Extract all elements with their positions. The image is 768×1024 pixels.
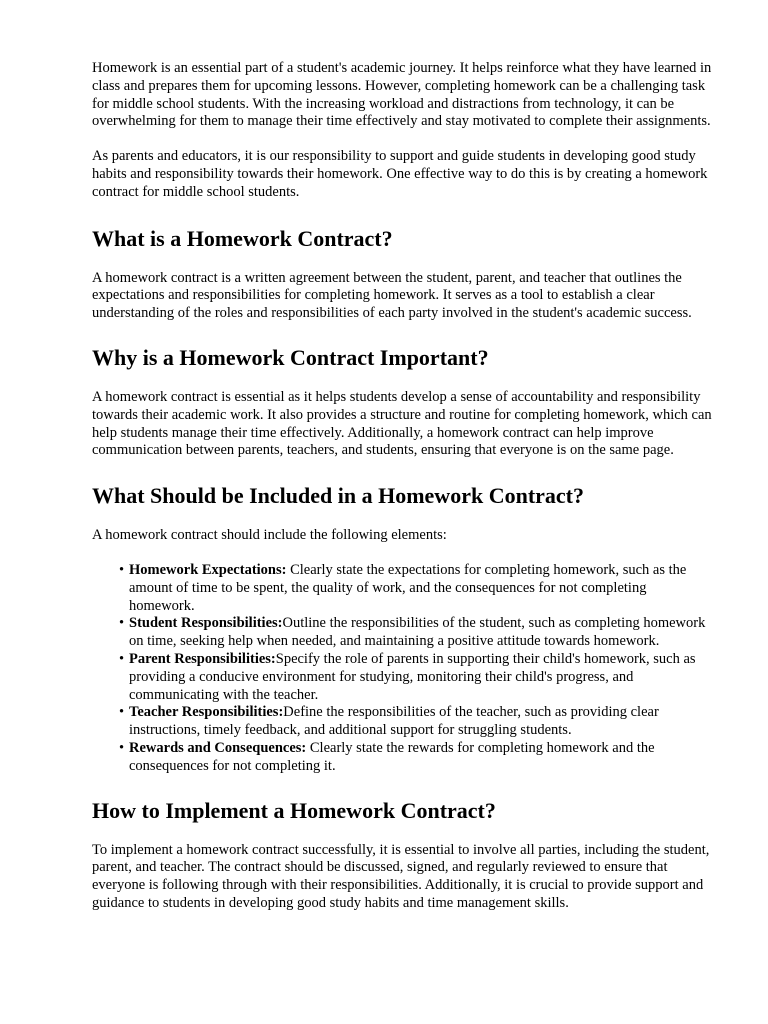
bullet-icon: • [119, 739, 125, 756]
heading-why-important: Why is a Homework Contract Important? [92, 344, 489, 370]
list-item-term: Rewards and Consequences: [129, 739, 307, 756]
list-item-term: Teacher Responsibilities: [129, 704, 284, 721]
definition-paragraph: A homework contract is a written agreement between the student, parent, and teacher that outlines the expectations and responsibilities for completing homework. It serves as a tool to establish a clear understanding of the roles and responsibilities of each party involved in the student's academic success. [92, 269, 692, 322]
list-item-text: Outline the responsibilities of the student, such as completing homework on time, seeking help when needed, and maintaining a positive attitude towards homework. [129, 615, 706, 650]
list-item-text: Clearly state the expectations for completing homework, such as the amount of time to be spent, the quality of work, and the consequences for not completing homework. [129, 561, 687, 614]
elements-list [92, 562, 712, 776]
list-item-term: Student Responsibilities: [129, 615, 283, 632]
list-item-text: Define the responsibilities of the teacher, such as providing clear instructions, timely feedback, and additional support for struggling students. [129, 704, 659, 739]
heading-how-implement: How to Implement a Homework Contract? [92, 797, 496, 823]
list-item-text: Clearly state the rewards for completing homework and the consequences for not completing it. [129, 739, 655, 774]
implement-paragraph: To implement a homework contract successfully, it is essential to involve all parties, including the student, parent, and teacher. The contract should be discussed, signed, and regularly reviewed to ensure that everyone is following through with their responsibilities. Additionally, it is crucial to provide support and guidance to students in developing good study habits and time management skills. [92, 841, 710, 911]
include-intro-paragraph: A homework contract should include the following elements: [92, 527, 447, 544]
list-item [119, 739, 712, 776]
list-item [119, 615, 712, 651]
intro-paragraph: Homework is an essential part of a student's academic journey. It helps reinforce what they have learned in class and prepares them for upcoming lessons. However, completing homework can be a challenging task for middle school students. With the increasing workload and distractions from technology, it can be overwhelming for them to manage their time effectively and stay motivated to complete their assignments. [92, 60, 712, 130]
list-item-text: Specify the role of parents in supporting their child's homework, such as providing a conducive environment for studying, monitoring their child's progress, and communicating with the teacher. [129, 650, 696, 703]
list-item [119, 650, 712, 704]
importance-paragraph: A homework contract is essential as it helps students develop a sense of accountability and responsibility towards their academic work. It also provides a structure and routine for completing homework, which can help students manage their time effectively. Additionally, a homework contract can help improve communication between parents, teachers, and students, ensuring that everyone is on the same page. [92, 388, 712, 459]
list-item-term: Homework Expectations: [129, 561, 287, 578]
heading-what-is-contract: What is a Homework Contract? [92, 225, 393, 251]
bullet-icon: • [119, 615, 125, 632]
list-item-term: Parent Responsibilities: [129, 650, 276, 667]
bullet-icon: • [119, 561, 125, 578]
list-item [119, 704, 712, 740]
bullet-icon: • [119, 650, 125, 667]
list-item [119, 561, 712, 615]
bullet-icon: • [119, 704, 125, 721]
heading-what-included: What Should be Included in a Homework Contract? [92, 483, 585, 509]
responsibility-paragraph: As parents and educators, it is our responsibility to support and guide students in developing good study habits and responsibility towards their homework. One effective way to do this is by creating a homework contract for middle school students. [92, 148, 708, 200]
